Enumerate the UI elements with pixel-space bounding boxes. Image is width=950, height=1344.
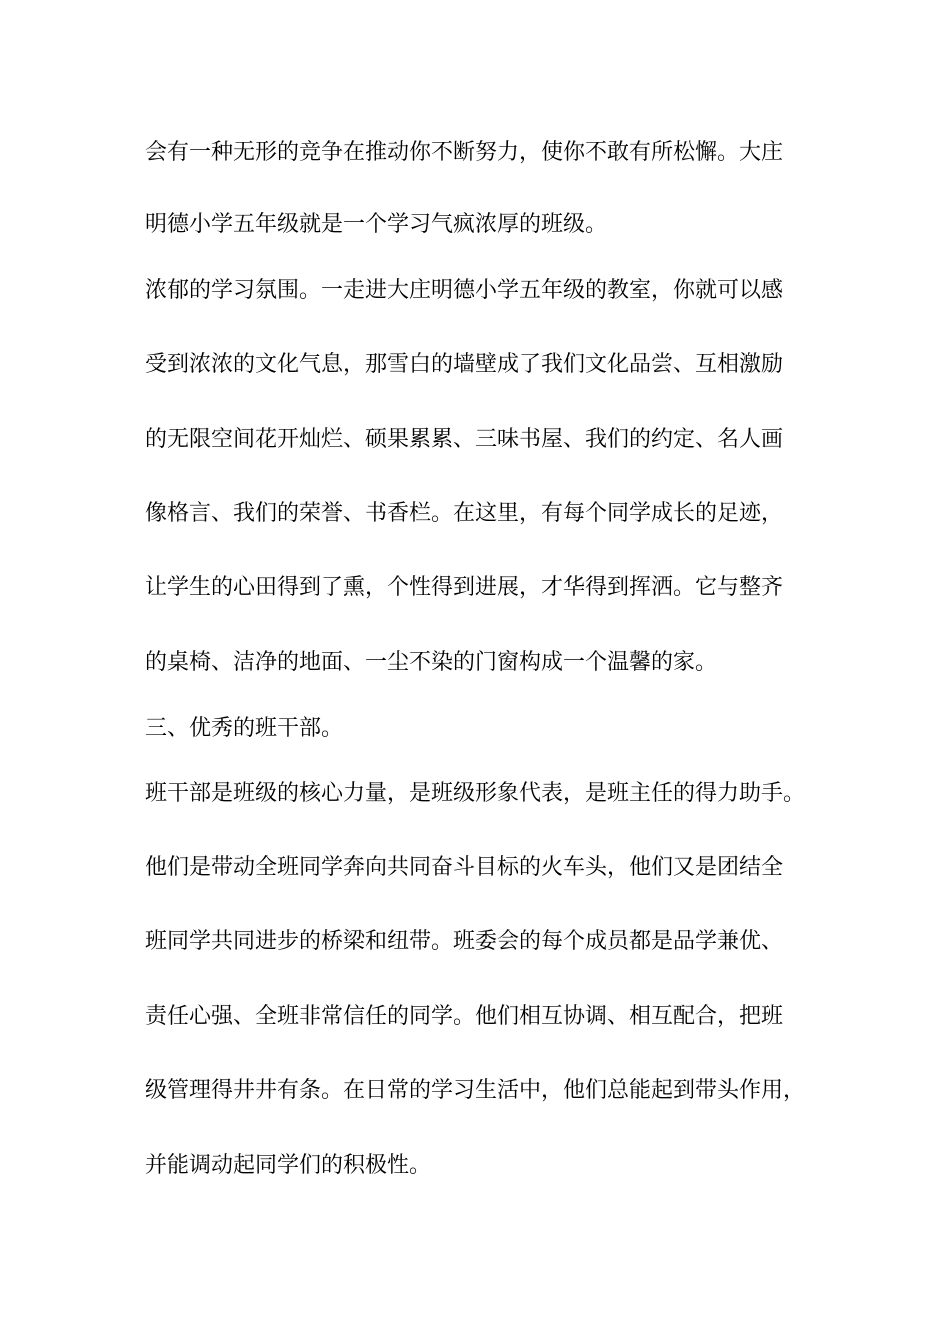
text-line-15: 并能调动起同学们的积极性。 bbox=[145, 1153, 432, 1178]
text-line-10: 班干部是班级的核心力量，是班级形象代表，是班主任的得力助手。 bbox=[145, 781, 806, 806]
text-line-1: 会有一种无形的竞争在推动你不断努力，使你不敢有所松懈。大庄 bbox=[145, 140, 784, 165]
section-heading: 三、优秀的班干部。 bbox=[145, 716, 344, 741]
text-line-11: 他们是带动全班同学奔向共同奋斗目标的火车头，他们又是团结全 bbox=[145, 855, 784, 880]
text-line-3: 浓郁的学习氛围。一走进大庄明德小学五年级的教室，你就可以感 bbox=[145, 278, 784, 303]
text-line-6: 像格言、我们的荣誉、书香栏。在这里，有每个同学成长的足迹， bbox=[145, 501, 784, 526]
text-line-5: 的无限空间花开灿烂、硕果累累、三味书屋、我们的约定、名人画 bbox=[145, 427, 784, 452]
text-line-8: 的桌椅、洁净的地面、一尘不染的门窗构成一个温馨的家。 bbox=[145, 650, 718, 675]
text-line-12: 班同学共同进步的桥梁和纽带。班委会的每个成员都是品学兼优、 bbox=[145, 929, 784, 954]
text-line-14: 级管理得井井有条。在日常的学习生活中，他们总能起到带头作用， bbox=[145, 1078, 806, 1103]
text-line-13: 责任心强、全班非常信任的同学。他们相互协调、相互配合，把班 bbox=[145, 1004, 784, 1029]
text-line-7: 让学生的心田得到了熏，个性得到进展，才华得到挥洒。它与整齐 bbox=[145, 575, 784, 600]
text-line-2: 明德小学五年级就是一个学习气疯浓厚的班级。 bbox=[145, 212, 608, 237]
text-line-4: 受到浓浓的文化气息，那雪白的墙壁成了我们文化品尝、互相激励 bbox=[145, 352, 784, 377]
